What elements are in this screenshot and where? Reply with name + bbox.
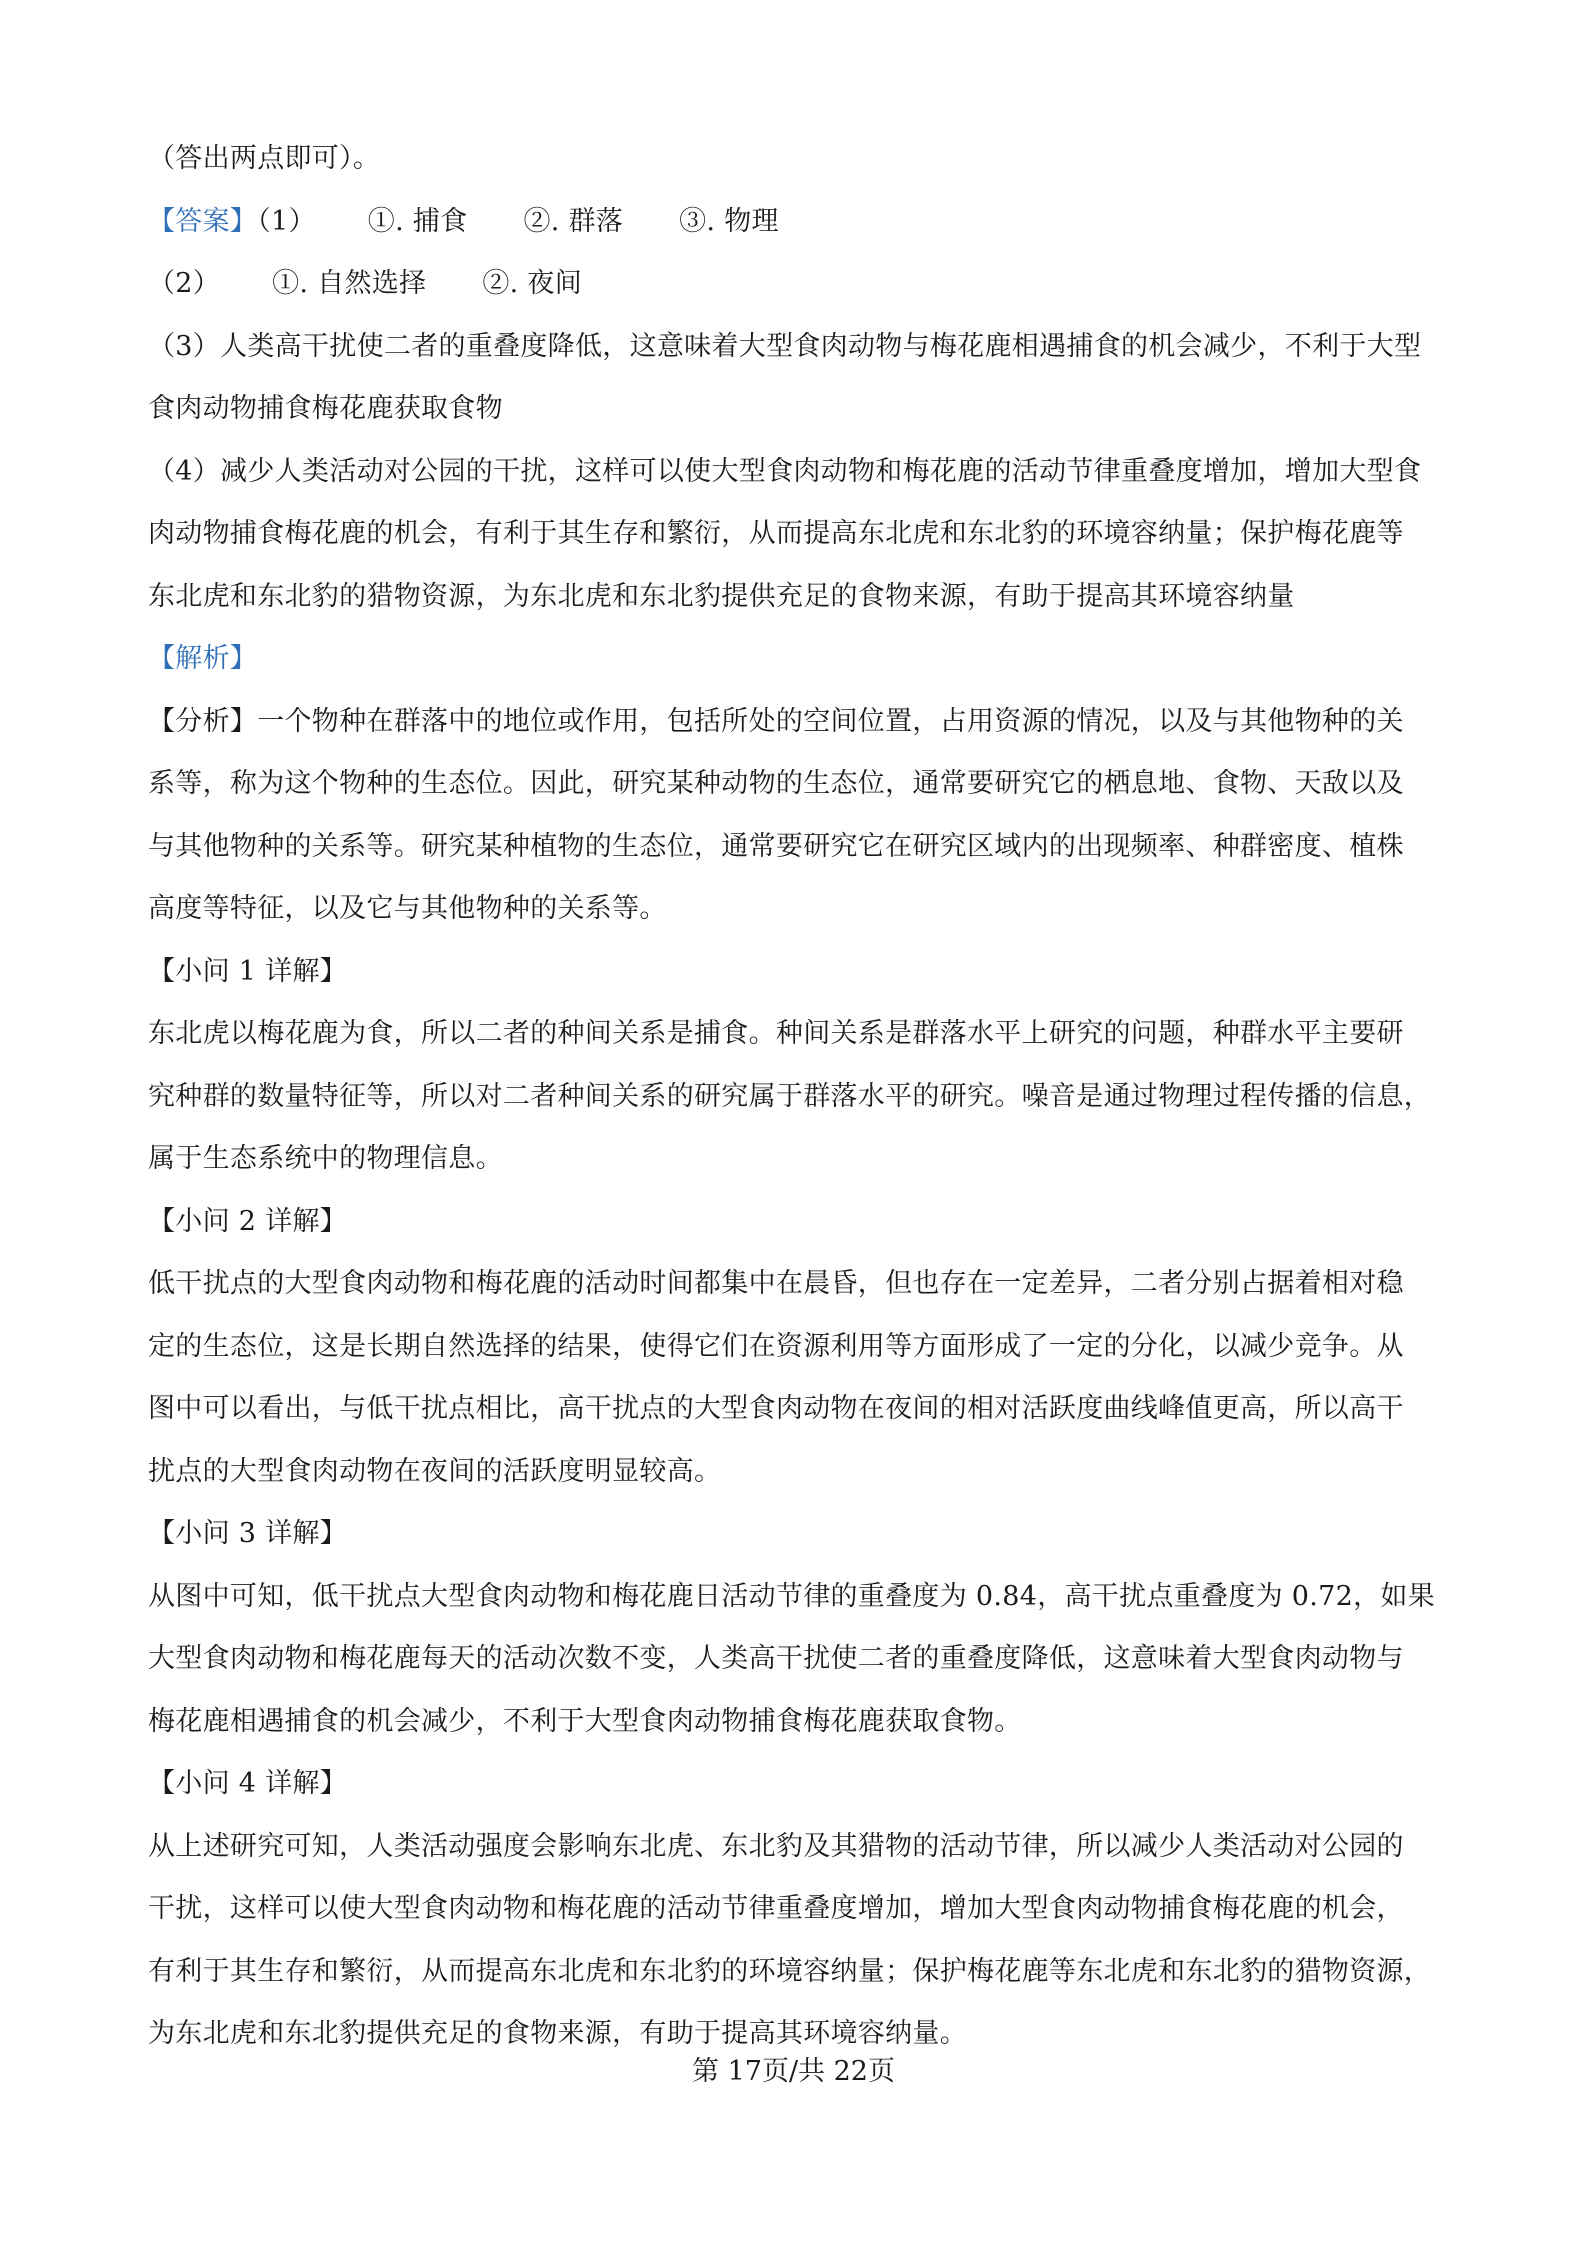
analysis-overview-line: 与其他物种的关系等。研究某种植物的生态位，通常要研究它在研究区域内的出现频率、种群密度、植株 <box>148 830 1404 862</box>
q1-line: 究种群的数量特征等，所以对二者种间关系的研究属于群落水平的研究。噪音是通过物理过程传播的信息， <box>148 1080 1432 1112</box>
answer-part1-b: ②. 群落 <box>523 205 624 237</box>
q2-line: 扰点的大型食肉动物在夜间的活跃度明显较高。 <box>148 1455 722 1487</box>
answer-part2-a: ①. 自然选择 <box>272 268 427 299</box>
q1-line: 东北虎以梅花鹿为食，所以二者的种间关系是捕食。种间关系是群落水平上研究的问题，种群水平主要研 <box>148 1018 1404 1049</box>
answer-part1-a: ①. 捕食 <box>367 205 468 237</box>
answer-part4-line: （4）减少人类活动对公园的干扰，这样可以使大型食肉动物和梅花鹿的活动节律重叠度增加，增加大型食 <box>148 455 1422 487</box>
answer-part4-line: 东北虎和东北豹的猎物资源，为东北虎和东北豹提供充足的食物来源，有助于提高其环境容纳量 <box>148 580 1295 612</box>
page-content <box>148 128 1448 2066</box>
q3-line: 梅花鹿相遇捕食的机会减少，不利于大型食肉动物捕食梅花鹿获取食物。 <box>148 1705 1022 1737</box>
analysis-overview-line: 【分析】一个物种在群落中的地位或作用，包括所处的空间位置，占用资源的情况，以及与其他物种的关 <box>148 705 1404 737</box>
q3-title: 【小问 3 详解】 <box>148 1518 348 1549</box>
answer-part2-num: （2） <box>148 268 221 299</box>
answer-part3-line: （3）人类高干扰使二者的重叠度降低，这意味着大型食肉动物与梅花鹿相遇捕食的机会减少，不利于大型 <box>148 330 1422 362</box>
q4-line: 有利于其生存和繁衍，从而提高东北虎和东北豹的环境容纳量；保护梅花鹿等东北虎和东北豹的猎物资源， <box>148 1955 1432 1987</box>
answer-line-1 <box>148 191 1448 254</box>
intro-note: （答出两点即可）。 <box>148 143 381 174</box>
q4-line: 为东北虎和东北豹提供充足的食物来源，有助于提高其环境容纳量。 <box>148 2018 967 2049</box>
answer-part4-line: 肉动物捕食梅花鹿的机会，有利于其生存和繁衍，从而提高东北虎和东北豹的环境容纳量；保护梅花鹿等 <box>148 518 1404 549</box>
analysis-overview-line: 高度等特征，以及它与其他物种的关系等。 <box>148 893 667 924</box>
answer-part1-num: （1） <box>257 205 316 237</box>
q4-line: 干扰，这样可以使大型食肉动物和梅花鹿的活动节律重叠度增加，增加大型食肉动物捕食梅花鹿的机会， <box>148 1893 1404 1924</box>
q3-line: 从图中可知，低干扰点大型食肉动物和梅花鹿日活动节律的重叠度为 0.84，高干扰点重叠度为 0.72，如果 <box>148 1580 1435 1612</box>
page-number: 第 17页/共 22页 <box>692 2056 895 2087</box>
answer-part1-c: ③. 物理 <box>679 205 779 237</box>
answer-line-2 <box>148 253 1448 316</box>
q4-title: 【小问 4 详解】 <box>148 1768 348 1799</box>
analysis-overview-line: 系等，称为这个物种的生态位。因此，研究某种动物的生态位，通常要研究它的栖息地、食物、天敌以及 <box>148 768 1404 799</box>
q2-line: 图中可以看出，与低干扰点相比，高干扰点的大型食肉动物在夜间的相对活跃度曲线峰值更高，所以高干 <box>148 1393 1404 1424</box>
answer-part2-b: ②. 夜间 <box>482 268 583 299</box>
answer-part3-line: 食肉动物捕食梅花鹿获取食物 <box>148 393 503 424</box>
analysis-label: 【解析】 <box>148 643 258 674</box>
answer-label: 【答案】 <box>148 205 258 237</box>
q1-line: 属于生态系统中的物理信息。 <box>148 1143 503 1174</box>
q2-line: 低干扰点的大型食肉动物和梅花鹿的活动时间都集中在晨昏，但也存在一定差异，二者分别占据着相对稳 <box>148 1268 1404 1299</box>
q3-line: 大型食肉动物和梅花鹿每天的活动次数不变，人类高干扰使二者的重叠度降低，这意味着大型食肉动物与 <box>148 1643 1404 1674</box>
q4-line: 从上述研究可知，人类活动强度会影响东北虎、东北豹及其猎物的活动节律，所以减少人类活动对公园的 <box>148 1830 1404 1862</box>
q2-title: 【小问 2 详解】 <box>148 1205 348 1237</box>
q2-line: 定的生态位，这是长期自然选择的结果，使得它们在资源利用等方面形成了一定的分化，以减少竞争。从 <box>148 1330 1404 1362</box>
q1-title: 【小问 1 详解】 <box>148 955 348 987</box>
